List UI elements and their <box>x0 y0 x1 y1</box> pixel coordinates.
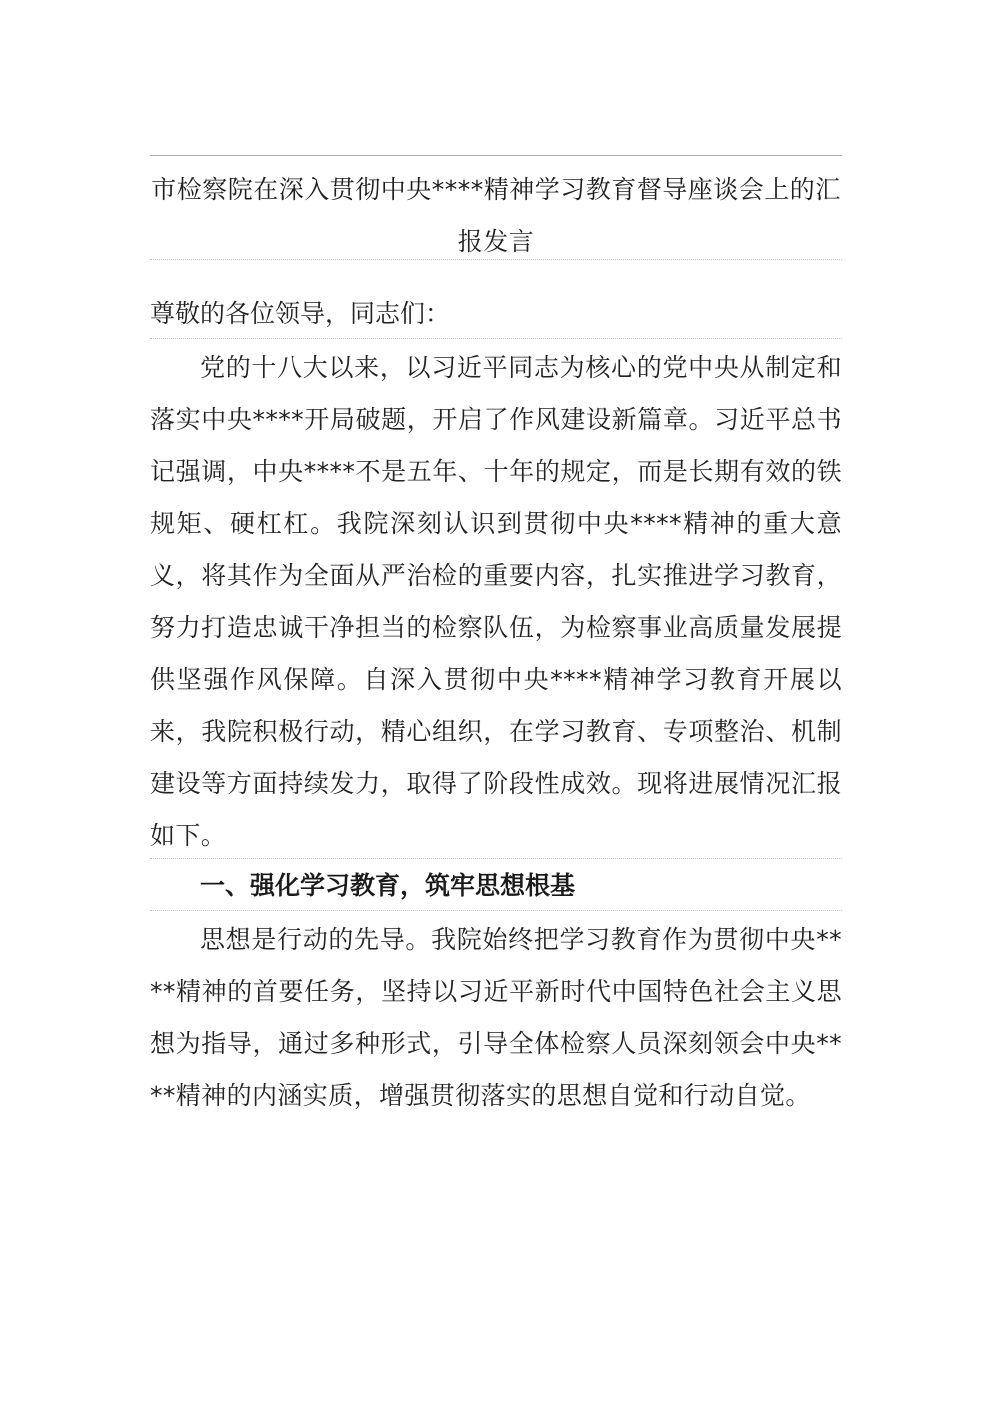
section-paragraph: 思想是行动的先导。我院始终把学习教育作为贯彻中央****精神的首要任务，坚持以习近平新时代中国特色社会主义思想为指导，通过多种形式，引导全体检察人员深刻领会中央****精神的内涵实质，增强贯彻落实的思想自觉和行动自觉。 <box>150 925 842 1110</box>
section-heading: 一、强化学习教育，筑牢思想根基 <box>200 871 576 900</box>
salutation: 尊敬的各位领导，同志们： <box>150 299 451 328</box>
heading-divider <box>150 910 842 911</box>
intro-paragraph: 党的十八大以来，以习近平同志为核心的党中央从制定和落实中央****开局破题，开启了作风建设新篇章。习近平总书记强调，中央****不是五年、十年的规定，而是长期有效的铁规矩、硬杠杠。我院深刻认识到贯彻中央****精神的重大意义，将其作为全面从严治检的重要内容，扎实推进学习教育，努力打造忠诚干净担当的检察队伍，为检察事业高质量发展提供坚强作风保障。自深入贯彻中央****精神学习教育开展以来，我院积极行动，精心组织，在学习教育、专项整治、机制建设等方面持续发力，取得了阶段性成效。现将进展情况汇报如下。 <box>150 353 842 850</box>
document-title: 市检察院在深入贯彻中央****精神学习教育督导座谈会上的汇报发言 <box>151 175 841 256</box>
title-divider <box>150 259 842 260</box>
top-divider <box>150 155 842 156</box>
intro-divider <box>150 858 842 859</box>
salutation-divider <box>150 338 842 339</box>
